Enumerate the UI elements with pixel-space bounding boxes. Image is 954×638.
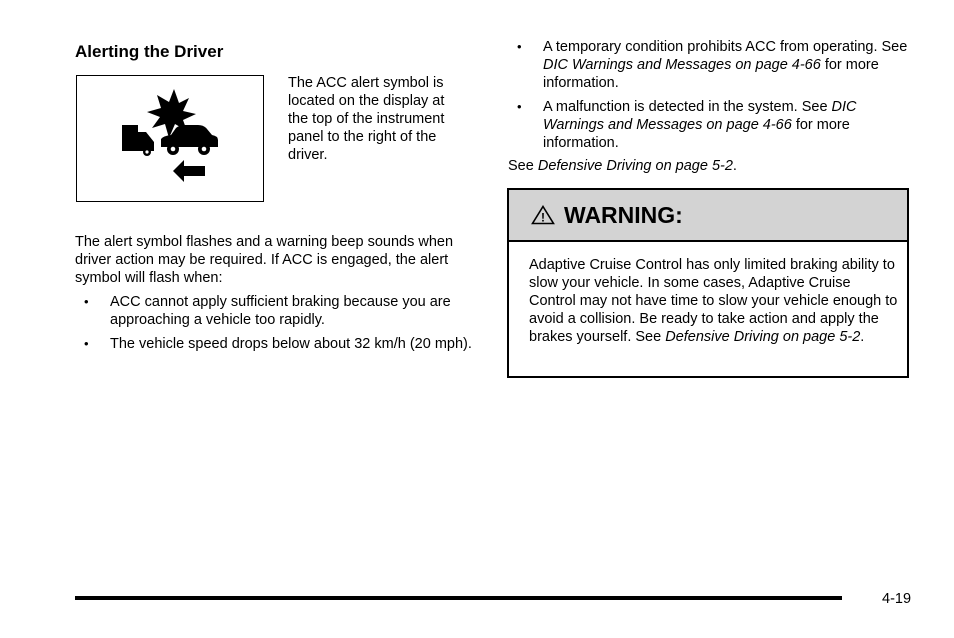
cross-reference: DIC Warnings and Messages on page 4-66 [543,57,821,73]
acc-alert-symbol-icon [77,76,263,201]
list-item: • ACC cannot apply sufficient braking because you are approaching a vehicle too rapidly. [84,294,451,328]
footer-rule [75,596,842,600]
bullet: • [84,294,89,309]
warning-header [509,190,907,242]
bullet: • [84,336,89,351]
acc-alert-symbol-box [76,75,264,202]
truck-icon [122,125,154,156]
see-reference: See Defensive Driving on page 5-2. [508,158,737,174]
warning-box [507,188,909,378]
alert-paragraph: The alert symbol flashes and a warning beep sounds when driver action may be required. If ACC is engaged, the alert symbol will flash when: [75,234,454,286]
symbol-caption: The ACC alert symbol is located on the display at the top of the instrument panel to the right of the driver. [288,75,445,163]
warning-triangle-icon [531,205,555,225]
cross-reference: Defensive Driving on page 5-2 [665,329,861,345]
bullet: • [517,99,522,114]
list-item: • A temporary condition prohibits ACC from operating. See DIC Warnings and Messages on page 4-66 for more information. [517,39,908,91]
list-item: • A malfunction is detected in the system. See DIC Warnings and Messages on page 4-66 for more information. [517,99,857,151]
svg-text:!: ! [541,210,545,225]
warning-title: WARNING: [564,202,683,228]
section-heading: Alerting the Driver [75,42,224,61]
bullet: • [517,39,522,54]
cross-reference: DIC Warnings and Messages on page 4-66 [543,99,857,133]
acc-conditions-list [508,38,908,152]
list-item: • The vehicle speed drops below about 32 km/h (20 mph). [84,336,472,352]
page-number: 4-19 [882,591,912,607]
arrow-left-icon [173,160,205,182]
warning-body: Adaptive Cruise Control has only limited braking ability to slow your vehicle. In some cases, Adaptive Cruise Control may not have time to slow your vehicle enough to avoid a collision. Be ready to take action and apply the brakes yourself. See Defensive Driving on page 5-2. [529,257,898,345]
flash-conditions-list [75,293,475,353]
cross-reference: Defensive Driving on page 5-2 [537,158,733,174]
